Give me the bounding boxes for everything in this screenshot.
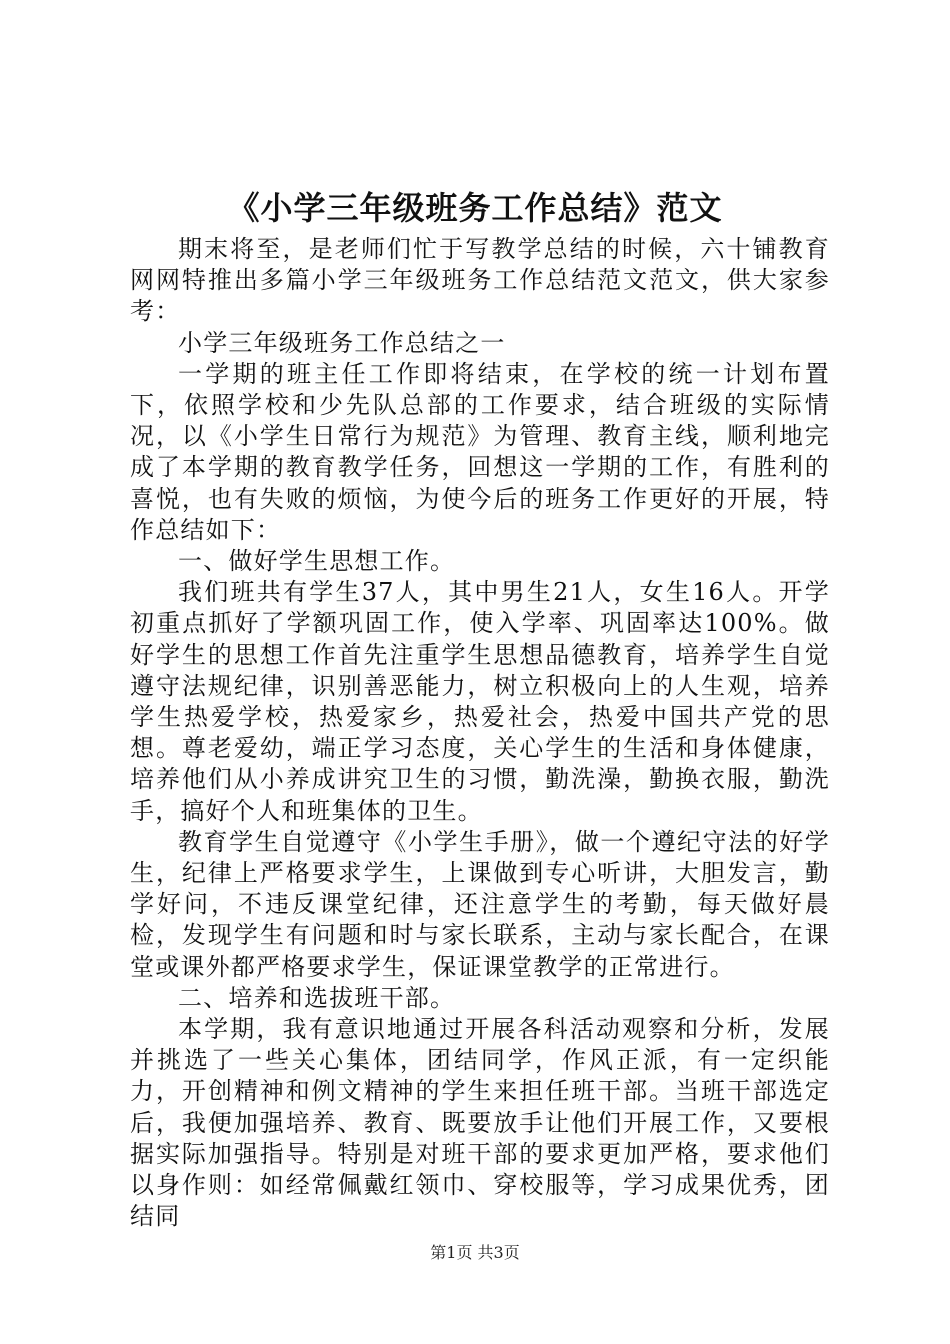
- paragraph-overview: 一学期的班主任工作即将结束，在学校的统一计划布置下，依照学校和少先队总部的工作要求，结合班级的实际情况，以《小学生日常行为规范》为管理、教育主线，顺利地完成了本学期的教育教学任务，回想这一学期的工作，有胜利的喜悦，也有失败的烦恼，为使今后的班务工作更好的开展，特作总结如下：: [130, 359, 830, 544]
- paragraph-class-leaders: 本学期，我有意识地通过开展各科活动观察和分析，发展并挑选了一些关心集体，团结同学，作风正派，有一定织能力，开创精神和例文精神的学生来担任班干部。当班干部选定后，我便加强培养、教育、既要放手让他们开展工作，又要根据实际加强指导。特别是对班干部的要求更加严格，要求他们以身作则：如经常佩戴红领巾、穿校服等，学习成果优秀，团结同: [130, 1015, 830, 1231]
- paragraph-class-info: 我们班共有学生37人，其中男生21人，女生16人。开学初重点抓好了学额巩固工作，使入学率、巩固率达100%。做好学生的思想工作首先注重学生思想品德教育，培养学生自觉遵守法规纪律，识别善恶能力，树立积极向上的人生观，培养学生热爱学校，热爱家乡，热爱社会，热爱中国共产党的思想。尊老爱幼，端正学习态度，关心学生的生活和身体健康，培养他们从小养成讲究卫生的习惯，勤洗澡，勤换衣服，勤洗手，搞好个人和班集体的卫生。: [130, 578, 830, 825]
- document-title: 《小学三年级班务工作总结》范文: [227, 189, 723, 227]
- paragraph-subtitle: 小学三年级班务工作总结之一: [178, 328, 506, 357]
- section-heading-2: 二、培养和选拔班干部。: [178, 983, 456, 1012]
- document-body: [130, 234, 830, 1233]
- section-heading-1: 一、做好学生思想工作。: [178, 547, 456, 576]
- paragraph-intro: 期末将至，是老师们忙于写教学总结的时候，六十铺教育网网特推出多篇小学三年级班务工作总结范文范文，供大家参考：: [130, 235, 830, 326]
- page-footer: 第1页 共3页: [430, 1243, 520, 1262]
- paragraph-discipline: 教育学生自觉遵守《小学生手册》，做一个遵纪守法的好学生，纪律上严格要求学生，上课做到专心听讲，大胆发言，勤学好问，不违反课堂纪律，还注意学生的考勤，每天做好晨检，发现学生有问题和时与家长联系，主动与家长配合，在课堂或课外都严格要求学生，保证课堂教学的正常进行。: [130, 827, 830, 981]
